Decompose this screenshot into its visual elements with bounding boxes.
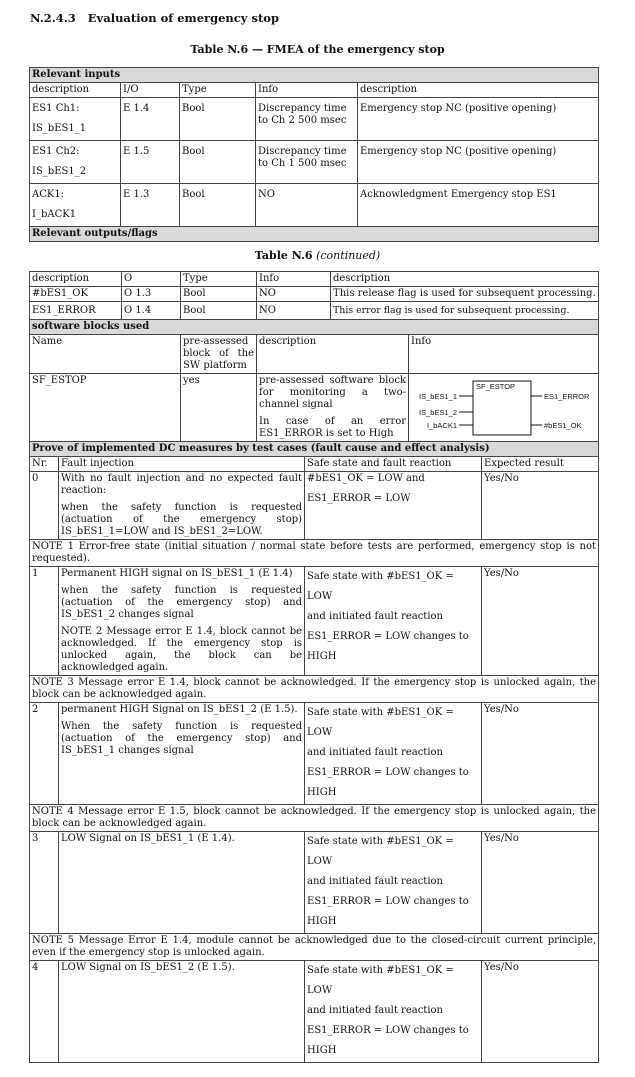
cell-io: E 1.5 <box>121 141 180 184</box>
sw-col-pre: pre-assessed block of the SW platform <box>181 335 257 374</box>
test-result: Yes/No <box>482 961 599 1063</box>
fault-text: permanent HIGH Signal on IS_bES1_2 (E 1.5). <box>61 704 298 715</box>
test-nr: 2 <box>30 703 59 805</box>
test-nr: 4 <box>30 961 59 1063</box>
test-nr: 3 <box>30 832 59 934</box>
output-label-2: #bES1_OK <box>544 421 582 430</box>
cell-type: Bool <box>180 141 256 184</box>
cell-type: Bool <box>180 184 256 227</box>
fault-text: when the safety function is requested (actuation of the emergency stop) and IS_bES1_2 changes signal <box>61 585 303 620</box>
test-note: NOTE 5 Message Error E 1.4, module cannot be acknowledged due to the closed-circuit current principle, even if the emergency stop is unlocked again. <box>30 934 599 961</box>
test-note: NOTE 1 Error-free state (initial situation / normal state before tests are performed, emergency stop is not requested). <box>30 540 599 567</box>
output-label-1: ES1_ERROR <box>544 392 590 401</box>
sw-desc-2: In case of an error ES1_ERROR is set to High <box>259 416 407 439</box>
cell-info: NO <box>257 287 331 302</box>
cell-description: This release flag is used for subsequent processing. <box>331 287 599 302</box>
sw-col-info: Info <box>409 335 599 374</box>
block-label: SF_ESTOP <box>476 382 516 391</box>
table-row <box>30 141 599 184</box>
note-row <box>30 805 599 832</box>
safe-text: #bES1_OK = LOW and <box>307 473 425 484</box>
test-row <box>30 472 599 540</box>
test-col-safe: Safe state and fault reaction <box>305 457 482 472</box>
section-heading <box>30 11 279 25</box>
fault-text: NOTE 2 Message error E 1.4, block cannot be acknowledged. If the emergency stop is unlocked again, the block can be acknowledged again. <box>61 626 303 673</box>
column-header: O <box>122 272 181 287</box>
section-title: Evaluation of emergency stop <box>87 11 279 25</box>
column-header: description <box>30 272 122 287</box>
fault-text: When the safety function is requested (actuation of the emergency stop) and IS_bES1_1 changes signal <box>61 721 303 756</box>
sw-pre: yes <box>181 374 257 442</box>
column-header: I/O <box>121 83 180 98</box>
cell-desc: ACK1: <box>32 189 65 200</box>
test-result: Yes/No <box>482 832 599 934</box>
sw-col-desc: description <box>257 335 409 374</box>
table1-header-row <box>30 83 599 98</box>
cell-desc: ES1 Ch1: <box>32 103 80 114</box>
sw-row <box>30 374 599 442</box>
cell-desc: ES1_ERROR <box>30 302 122 320</box>
column-header: Info <box>256 83 358 98</box>
cell-desc: I_bACK1 <box>32 209 77 220</box>
safe-text: and initiated fault reaction <box>307 747 443 758</box>
column-header: Info <box>257 272 331 287</box>
note-row <box>30 934 599 961</box>
column-header: Type <box>180 83 256 98</box>
cell-desc: IS_bES1_2 <box>32 166 87 177</box>
test-row <box>30 567 599 676</box>
cell-desc: #bES1_OK <box>30 287 122 302</box>
table2-caption: Table N.6 (continued) <box>254 249 381 262</box>
table-row <box>30 302 599 320</box>
fault-text: when the safety function is requested (actuation of the emergency stop) IS_bES1_1=LOW and IS_bES1_2=LOW. <box>61 502 303 537</box>
section-number: N.2.4.3 <box>30 11 76 25</box>
cell-type: Bool <box>180 98 256 141</box>
cell-o: O 1.3 <box>122 287 181 302</box>
fault-text: LOW Signal on IS_bES1_1 (E 1.4). <box>61 833 235 844</box>
sw-header: software blocks used <box>30 320 599 335</box>
column-header: description <box>30 83 121 98</box>
table1 <box>29 67 599 242</box>
test-result: Yes/No <box>482 703 599 805</box>
test-row <box>30 961 599 1063</box>
safe-text: ES1_ERROR = LOW changes to <box>307 767 469 778</box>
fault-text: LOW Signal on IS_bES1_2 (E 1.5). <box>61 962 235 973</box>
sf-estop-block-diagram <box>411 375 635 439</box>
safe-text: HIGH <box>307 1045 337 1056</box>
fault-text: Permanent HIGH signal on IS_bES1_1 (E 1.4) <box>61 568 293 579</box>
table-row <box>30 184 599 227</box>
test-nr: 0 <box>30 472 59 540</box>
safe-text: and initiated fault reaction <box>307 611 443 622</box>
test-note: NOTE 3 Message error E 1.4, block cannot be acknowledged. If the emergency stop is unlocked again, the block can be acknowledged again. <box>30 676 599 703</box>
safe-text: HIGH <box>307 916 337 927</box>
cell-io: E 1.4 <box>121 98 180 141</box>
test-note: NOTE 4 Message error E 1.5, block cannot be acknowledged. If the emergency stop is unlocked again, the block can be acknowledged again. <box>30 805 599 832</box>
sw-header-row <box>30 335 599 374</box>
cell-description: Acknowledgment Emergency stop ES1 <box>358 184 599 227</box>
sw-name: SF_ESTOP <box>30 374 181 442</box>
table-row <box>30 98 599 141</box>
note-row <box>30 676 599 703</box>
safe-text: ES1_ERROR = LOW <box>307 493 411 504</box>
safe-text: and initiated fault reaction <box>307 1005 443 1016</box>
cell-type: Bool <box>181 302 257 320</box>
safe-text: ES1_ERROR = LOW changes to <box>307 631 469 642</box>
prove-header: Prove of implemented DC measures by test cases (fault cause and effect analysis) <box>30 442 599 457</box>
input-label-1: IS_bES1_1 <box>419 392 458 401</box>
test-header-row <box>30 457 599 472</box>
cell-info: Discrepancy time to Ch 1 500 msec <box>256 141 358 184</box>
table-row <box>30 287 599 302</box>
test-nr: 1 <box>30 567 59 676</box>
sw-col-name: Name <box>30 335 181 374</box>
test-row <box>30 703 599 805</box>
column-header: description <box>358 83 599 98</box>
safe-text: Safe state with #bES1_OK = LOW <box>307 965 454 996</box>
input-label-3: I_bACK1 <box>427 421 458 430</box>
cell-o: O 1.4 <box>122 302 181 320</box>
safe-text: Safe state with #bES1_OK = LOW <box>307 836 454 867</box>
table1-caption: Table N.6 — FMEA of the emergency stop <box>190 43 445 56</box>
note-row <box>30 540 599 567</box>
cell-info: Discrepancy time to Ch 2 500 msec <box>256 98 358 141</box>
safe-text: Safe state with #bES1_OK = LOW <box>307 707 454 738</box>
test-col-result: Expected result <box>482 457 599 472</box>
sw-info-cell <box>409 374 599 442</box>
cell-info: NO <box>257 302 331 320</box>
safe-text: ES1_ERROR = LOW changes to <box>307 896 469 907</box>
input-label-2: IS_bES1_2 <box>419 408 458 417</box>
sf-estop-diagram <box>411 375 635 439</box>
safe-text: HIGH <box>307 651 337 662</box>
cell-description: Emergency stop NC (positive opening) <box>358 141 599 184</box>
test-col-fault: Fault injection <box>59 457 305 472</box>
cell-io: E 1.3 <box>121 184 180 227</box>
cell-description: Emergency stop NC (positive opening) <box>358 98 599 141</box>
table2-header-row <box>30 272 599 287</box>
table2 <box>29 271 599 1063</box>
outputs-header: Relevant outputs/flags <box>30 227 599 242</box>
cell-desc: ES1 Ch2: <box>32 146 80 157</box>
inputs-header: Relevant inputs <box>30 68 599 83</box>
sw-desc-1: pre-assessed software block for monitoring a two-channel signal <box>259 375 407 410</box>
safe-text: and initiated fault reaction <box>307 876 443 887</box>
test-result: Yes/No <box>482 567 599 676</box>
cell-info: NO <box>256 184 358 227</box>
cell-type: Bool <box>181 287 257 302</box>
safe-text: Safe state with #bES1_OK = LOW <box>307 571 454 602</box>
test-result: Yes/No <box>482 472 599 540</box>
safe-text: ES1_ERROR = LOW changes to <box>307 1025 469 1036</box>
column-header: Type <box>181 272 257 287</box>
test-row <box>30 832 599 934</box>
fault-text: With no fault injection and no expected fault reaction: <box>61 473 303 496</box>
cell-description: This error flag is used for subsequent processing. <box>331 302 599 320</box>
test-col-nr: Nr. <box>30 457 59 472</box>
safe-text: HIGH <box>307 787 337 798</box>
cell-desc: IS_bES1_1 <box>32 123 87 134</box>
column-header: description <box>331 272 599 287</box>
